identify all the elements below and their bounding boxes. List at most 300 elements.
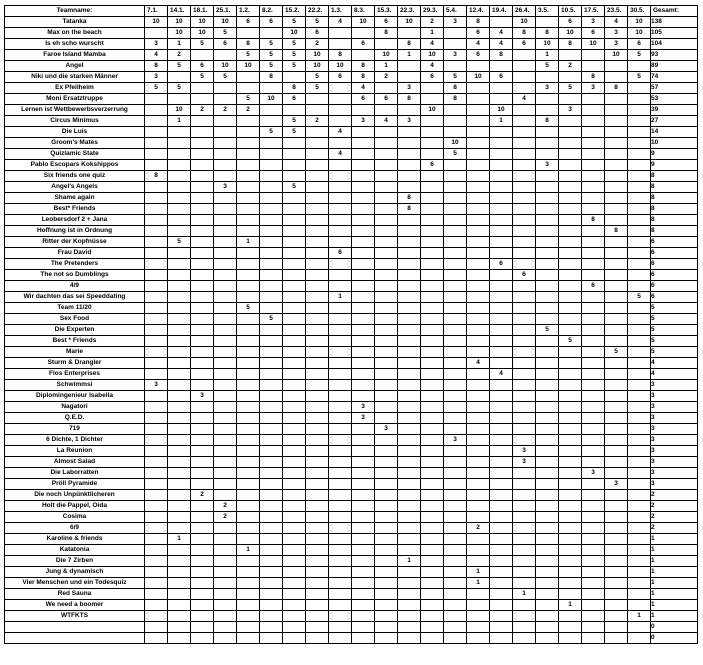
score-cell[interactable]: 2 <box>467 523 490 534</box>
score-cell[interactable] <box>536 556 559 567</box>
score-cell[interactable] <box>191 215 214 226</box>
score-cell[interactable] <box>559 325 582 336</box>
score-cell[interactable] <box>628 259 651 270</box>
score-cell[interactable] <box>375 567 398 578</box>
score-cell[interactable] <box>214 556 237 567</box>
score-cell[interactable] <box>605 193 628 204</box>
score-cell[interactable] <box>191 457 214 468</box>
team-name-cell[interactable]: Pröll Pyramide <box>5 479 145 490</box>
score-cell[interactable] <box>191 600 214 611</box>
score-cell[interactable] <box>352 314 375 325</box>
score-cell[interactable] <box>536 468 559 479</box>
header-date[interactable]: 10.5. <box>559 6 582 17</box>
score-cell[interactable] <box>582 325 605 336</box>
score-cell[interactable] <box>582 402 605 413</box>
score-cell[interactable]: 5 <box>283 182 306 193</box>
total-cell[interactable]: 2 <box>651 490 698 501</box>
score-cell[interactable] <box>352 303 375 314</box>
score-cell[interactable]: 10 <box>306 50 329 61</box>
header-date[interactable]: 5.4. <box>444 6 467 17</box>
score-cell[interactable] <box>605 248 628 259</box>
score-cell[interactable] <box>191 446 214 457</box>
score-cell[interactable] <box>398 534 421 545</box>
score-cell[interactable] <box>559 72 582 83</box>
score-cell[interactable] <box>467 424 490 435</box>
score-cell[interactable] <box>375 435 398 446</box>
score-cell[interactable] <box>513 413 536 424</box>
score-cell[interactable]: 6 <box>513 39 536 50</box>
total-cell[interactable]: 1 <box>651 534 698 545</box>
score-cell[interactable] <box>421 204 444 215</box>
score-cell[interactable] <box>168 193 191 204</box>
score-cell[interactable] <box>283 292 306 303</box>
score-cell[interactable] <box>283 446 306 457</box>
score-cell[interactable] <box>237 380 260 391</box>
score-cell[interactable]: 10 <box>513 17 536 28</box>
score-cell[interactable] <box>536 204 559 215</box>
score-cell[interactable] <box>214 358 237 369</box>
score-cell[interactable] <box>536 347 559 358</box>
score-cell[interactable] <box>283 545 306 556</box>
score-cell[interactable] <box>421 501 444 512</box>
score-cell[interactable] <box>145 127 168 138</box>
score-cell[interactable] <box>559 413 582 424</box>
score-cell[interactable] <box>467 479 490 490</box>
score-cell[interactable]: 8 <box>398 204 421 215</box>
score-cell[interactable] <box>467 391 490 402</box>
score-cell[interactable] <box>375 347 398 358</box>
score-cell[interactable] <box>444 105 467 116</box>
score-cell[interactable] <box>605 127 628 138</box>
score-cell[interactable] <box>444 39 467 50</box>
score-cell[interactable] <box>628 391 651 402</box>
score-cell[interactable] <box>513 435 536 446</box>
score-cell[interactable] <box>283 237 306 248</box>
score-cell[interactable] <box>283 72 306 83</box>
score-cell[interactable] <box>191 127 214 138</box>
team-name-cell[interactable]: Cosima <box>5 512 145 523</box>
score-cell[interactable] <box>490 611 513 622</box>
score-cell[interactable] <box>375 523 398 534</box>
score-cell[interactable] <box>605 303 628 314</box>
score-cell[interactable] <box>260 215 283 226</box>
score-cell[interactable] <box>283 523 306 534</box>
score-cell[interactable] <box>168 402 191 413</box>
score-cell[interactable] <box>237 512 260 523</box>
score-cell[interactable] <box>559 50 582 61</box>
score-cell[interactable] <box>628 457 651 468</box>
score-cell[interactable] <box>260 490 283 501</box>
score-cell[interactable] <box>214 116 237 127</box>
score-cell[interactable] <box>214 83 237 94</box>
score-cell[interactable]: 10 <box>145 17 168 28</box>
score-cell[interactable] <box>559 556 582 567</box>
score-cell[interactable] <box>237 248 260 259</box>
score-cell[interactable] <box>605 446 628 457</box>
score-cell[interactable] <box>375 413 398 424</box>
team-name-cell[interactable]: Frau David <box>5 248 145 259</box>
score-cell[interactable] <box>168 292 191 303</box>
score-cell[interactable] <box>421 545 444 556</box>
score-cell[interactable] <box>306 589 329 600</box>
score-cell[interactable] <box>214 611 237 622</box>
score-cell[interactable] <box>329 479 352 490</box>
score-cell[interactable]: 10 <box>490 105 513 116</box>
score-cell[interactable] <box>214 303 237 314</box>
score-cell[interactable] <box>352 237 375 248</box>
score-cell[interactable] <box>605 600 628 611</box>
score-cell[interactable] <box>559 457 582 468</box>
score-cell[interactable] <box>191 369 214 380</box>
score-cell[interactable] <box>329 534 352 545</box>
score-cell[interactable] <box>168 314 191 325</box>
team-name-cell[interactable]: Lernen ist Wettbewerbsverzerrung <box>5 105 145 116</box>
score-cell[interactable] <box>444 292 467 303</box>
score-cell[interactable] <box>559 523 582 534</box>
score-cell[interactable] <box>536 446 559 457</box>
total-cell[interactable]: 3 <box>651 457 698 468</box>
score-cell[interactable] <box>191 402 214 413</box>
score-cell[interactable] <box>214 248 237 259</box>
score-cell[interactable] <box>628 622 651 633</box>
score-cell[interactable] <box>490 479 513 490</box>
score-cell[interactable]: 5 <box>559 336 582 347</box>
score-cell[interactable] <box>191 479 214 490</box>
score-cell[interactable] <box>306 259 329 270</box>
score-cell[interactable] <box>237 127 260 138</box>
score-cell[interactable] <box>283 490 306 501</box>
score-cell[interactable]: 10 <box>467 72 490 83</box>
score-cell[interactable] <box>444 556 467 567</box>
score-cell[interactable] <box>536 72 559 83</box>
total-cell[interactable]: 8 <box>651 182 698 193</box>
score-cell[interactable] <box>421 259 444 270</box>
score-cell[interactable] <box>444 402 467 413</box>
score-cell[interactable] <box>168 281 191 292</box>
score-cell[interactable] <box>490 248 513 259</box>
score-cell[interactable] <box>260 292 283 303</box>
score-cell[interactable] <box>559 204 582 215</box>
score-cell[interactable] <box>605 589 628 600</box>
score-cell[interactable] <box>329 523 352 534</box>
score-cell[interactable]: 2 <box>306 116 329 127</box>
score-cell[interactable] <box>421 512 444 523</box>
score-cell[interactable] <box>329 435 352 446</box>
score-cell[interactable]: 2 <box>237 105 260 116</box>
score-cell[interactable] <box>628 512 651 523</box>
score-cell[interactable] <box>444 325 467 336</box>
score-cell[interactable] <box>421 116 444 127</box>
score-cell[interactable] <box>421 380 444 391</box>
score-cell[interactable] <box>444 182 467 193</box>
score-cell[interactable] <box>490 17 513 28</box>
total-cell[interactable]: 6 <box>651 281 698 292</box>
score-cell[interactable]: 5 <box>536 61 559 72</box>
score-cell[interactable] <box>283 281 306 292</box>
score-cell[interactable]: 5 <box>283 39 306 50</box>
score-cell[interactable] <box>582 556 605 567</box>
score-cell[interactable]: 6 <box>559 17 582 28</box>
score-cell[interactable]: 1 <box>398 556 421 567</box>
score-cell[interactable] <box>168 501 191 512</box>
score-cell[interactable] <box>145 534 168 545</box>
score-cell[interactable] <box>352 534 375 545</box>
score-cell[interactable] <box>490 314 513 325</box>
score-cell[interactable] <box>237 336 260 347</box>
score-cell[interactable]: 8 <box>444 94 467 105</box>
score-cell[interactable] <box>352 127 375 138</box>
score-cell[interactable] <box>306 182 329 193</box>
score-cell[interactable] <box>168 424 191 435</box>
score-cell[interactable] <box>283 413 306 424</box>
total-cell[interactable]: 93 <box>651 50 698 61</box>
score-cell[interactable] <box>168 567 191 578</box>
total-cell[interactable]: 5 <box>651 314 698 325</box>
score-cell[interactable]: 5 <box>444 149 467 160</box>
score-cell[interactable]: 10 <box>559 28 582 39</box>
score-cell[interactable]: 6 <box>467 28 490 39</box>
score-cell[interactable] <box>628 347 651 358</box>
score-cell[interactable]: 1 <box>168 534 191 545</box>
score-cell[interactable] <box>559 303 582 314</box>
score-cell[interactable]: 6 <box>513 270 536 281</box>
score-cell[interactable] <box>168 457 191 468</box>
score-cell[interactable]: 10 <box>191 17 214 28</box>
score-cell[interactable]: 8 <box>145 171 168 182</box>
score-cell[interactable] <box>352 270 375 281</box>
score-cell[interactable] <box>191 149 214 160</box>
score-cell[interactable] <box>191 281 214 292</box>
score-cell[interactable] <box>582 424 605 435</box>
score-cell[interactable]: 8 <box>467 17 490 28</box>
score-cell[interactable] <box>444 270 467 281</box>
score-cell[interactable] <box>260 413 283 424</box>
score-cell[interactable] <box>145 633 168 644</box>
score-cell[interactable] <box>237 314 260 325</box>
score-cell[interactable] <box>260 237 283 248</box>
score-cell[interactable] <box>168 633 191 644</box>
score-cell[interactable] <box>513 611 536 622</box>
score-cell[interactable] <box>444 369 467 380</box>
header-date[interactable]: 23.5. <box>605 6 628 17</box>
score-cell[interactable] <box>237 490 260 501</box>
score-cell[interactable] <box>536 611 559 622</box>
score-cell[interactable] <box>467 490 490 501</box>
score-cell[interactable] <box>467 314 490 325</box>
score-cell[interactable] <box>214 600 237 611</box>
score-cell[interactable] <box>352 193 375 204</box>
score-cell[interactable] <box>191 435 214 446</box>
score-cell[interactable]: 3 <box>444 17 467 28</box>
score-cell[interactable]: 6 <box>467 50 490 61</box>
score-cell[interactable] <box>352 479 375 490</box>
score-cell[interactable] <box>306 336 329 347</box>
score-cell[interactable] <box>306 578 329 589</box>
total-cell[interactable]: 3 <box>651 402 698 413</box>
score-cell[interactable] <box>513 292 536 303</box>
score-cell[interactable] <box>352 50 375 61</box>
total-cell[interactable]: 2 <box>651 523 698 534</box>
score-cell[interactable] <box>467 468 490 479</box>
score-cell[interactable] <box>605 413 628 424</box>
score-cell[interactable] <box>444 171 467 182</box>
score-cell[interactable] <box>145 292 168 303</box>
score-cell[interactable] <box>191 501 214 512</box>
score-cell[interactable] <box>237 600 260 611</box>
score-cell[interactable] <box>260 589 283 600</box>
score-cell[interactable] <box>421 556 444 567</box>
score-cell[interactable] <box>467 303 490 314</box>
score-cell[interactable] <box>421 457 444 468</box>
team-name-cell[interactable]: The not so Dumblings <box>5 270 145 281</box>
score-cell[interactable] <box>490 380 513 391</box>
score-cell[interactable] <box>306 303 329 314</box>
score-cell[interactable] <box>467 237 490 248</box>
score-cell[interactable] <box>628 501 651 512</box>
score-cell[interactable] <box>421 600 444 611</box>
score-cell[interactable] <box>329 138 352 149</box>
score-cell[interactable] <box>467 622 490 633</box>
score-cell[interactable]: 5 <box>237 94 260 105</box>
score-cell[interactable] <box>168 468 191 479</box>
score-cell[interactable] <box>237 622 260 633</box>
score-cell[interactable] <box>628 578 651 589</box>
score-cell[interactable] <box>398 248 421 259</box>
score-cell[interactable]: 5 <box>605 347 628 358</box>
score-cell[interactable] <box>398 512 421 523</box>
score-cell[interactable] <box>559 512 582 523</box>
score-cell[interactable] <box>283 457 306 468</box>
score-cell[interactable] <box>191 589 214 600</box>
score-cell[interactable] <box>260 325 283 336</box>
score-cell[interactable]: 8 <box>444 83 467 94</box>
score-cell[interactable] <box>490 303 513 314</box>
score-cell[interactable] <box>329 633 352 644</box>
score-cell[interactable] <box>145 622 168 633</box>
score-cell[interactable] <box>559 446 582 457</box>
score-cell[interactable] <box>513 314 536 325</box>
score-cell[interactable]: 5 <box>536 325 559 336</box>
score-cell[interactable] <box>168 523 191 534</box>
score-cell[interactable] <box>283 556 306 567</box>
score-cell[interactable]: 3 <box>582 83 605 94</box>
score-cell[interactable] <box>306 600 329 611</box>
score-cell[interactable] <box>329 204 352 215</box>
score-cell[interactable] <box>605 237 628 248</box>
score-cell[interactable]: 8 <box>536 116 559 127</box>
score-cell[interactable] <box>329 28 352 39</box>
score-cell[interactable] <box>421 138 444 149</box>
score-cell[interactable]: 8 <box>352 72 375 83</box>
score-cell[interactable] <box>306 347 329 358</box>
score-cell[interactable] <box>582 94 605 105</box>
score-cell[interactable] <box>283 314 306 325</box>
score-cell[interactable] <box>214 336 237 347</box>
score-cell[interactable] <box>421 347 444 358</box>
score-cell[interactable] <box>283 380 306 391</box>
team-name-cell[interactable]: Niki und die starken Männer <box>5 72 145 83</box>
score-cell[interactable] <box>398 149 421 160</box>
score-cell[interactable]: 10 <box>329 61 352 72</box>
score-cell[interactable]: 3 <box>214 182 237 193</box>
score-cell[interactable] <box>582 380 605 391</box>
score-cell[interactable] <box>536 523 559 534</box>
score-cell[interactable] <box>329 237 352 248</box>
score-cell[interactable] <box>306 545 329 556</box>
score-cell[interactable] <box>214 160 237 171</box>
score-cell[interactable] <box>214 523 237 534</box>
score-cell[interactable] <box>536 193 559 204</box>
team-name-cell[interactable]: The Pretenders <box>5 259 145 270</box>
score-cell[interactable]: 10 <box>168 28 191 39</box>
score-cell[interactable] <box>237 270 260 281</box>
score-cell[interactable] <box>260 303 283 314</box>
score-cell[interactable] <box>398 611 421 622</box>
score-cell[interactable] <box>513 380 536 391</box>
score-cell[interactable] <box>444 545 467 556</box>
score-cell[interactable] <box>145 270 168 281</box>
score-cell[interactable] <box>352 457 375 468</box>
score-cell[interactable] <box>444 237 467 248</box>
score-cell[interactable]: 6 <box>421 72 444 83</box>
score-cell[interactable] <box>536 369 559 380</box>
score-cell[interactable] <box>421 424 444 435</box>
score-cell[interactable] <box>513 567 536 578</box>
team-name-cell[interactable]: Max on the beach <box>5 28 145 39</box>
score-cell[interactable]: 6 <box>214 39 237 50</box>
score-cell[interactable] <box>421 402 444 413</box>
score-cell[interactable] <box>352 556 375 567</box>
score-cell[interactable] <box>398 138 421 149</box>
score-cell[interactable] <box>559 314 582 325</box>
score-cell[interactable] <box>283 622 306 633</box>
score-cell[interactable] <box>329 314 352 325</box>
score-cell[interactable]: 5 <box>191 39 214 50</box>
score-cell[interactable] <box>260 204 283 215</box>
score-cell[interactable] <box>421 171 444 182</box>
score-cell[interactable] <box>582 589 605 600</box>
score-cell[interactable] <box>329 468 352 479</box>
score-cell[interactable]: 10 <box>168 105 191 116</box>
score-cell[interactable] <box>398 215 421 226</box>
score-cell[interactable]: 1 <box>559 600 582 611</box>
score-cell[interactable] <box>352 424 375 435</box>
score-cell[interactable] <box>306 457 329 468</box>
score-cell[interactable] <box>467 83 490 94</box>
score-cell[interactable] <box>145 512 168 523</box>
team-name-cell[interactable]: Nagatori <box>5 402 145 413</box>
score-cell[interactable]: 8 <box>398 39 421 50</box>
score-cell[interactable]: 3 <box>605 39 628 50</box>
header-date[interactable]: 3.5. <box>536 6 559 17</box>
score-cell[interactable] <box>421 237 444 248</box>
team-name-cell[interactable]: 4/9 <box>5 281 145 292</box>
score-cell[interactable] <box>306 127 329 138</box>
score-cell[interactable] <box>513 116 536 127</box>
score-cell[interactable] <box>559 292 582 303</box>
score-cell[interactable] <box>214 435 237 446</box>
score-cell[interactable] <box>214 94 237 105</box>
score-cell[interactable] <box>490 204 513 215</box>
header-date[interactable]: 30.5. <box>628 6 651 17</box>
score-cell[interactable] <box>375 490 398 501</box>
score-cell[interactable] <box>444 622 467 633</box>
score-cell[interactable] <box>214 633 237 644</box>
score-cell[interactable] <box>421 83 444 94</box>
score-cell[interactable] <box>605 380 628 391</box>
score-cell[interactable]: 8 <box>398 94 421 105</box>
score-cell[interactable] <box>536 281 559 292</box>
